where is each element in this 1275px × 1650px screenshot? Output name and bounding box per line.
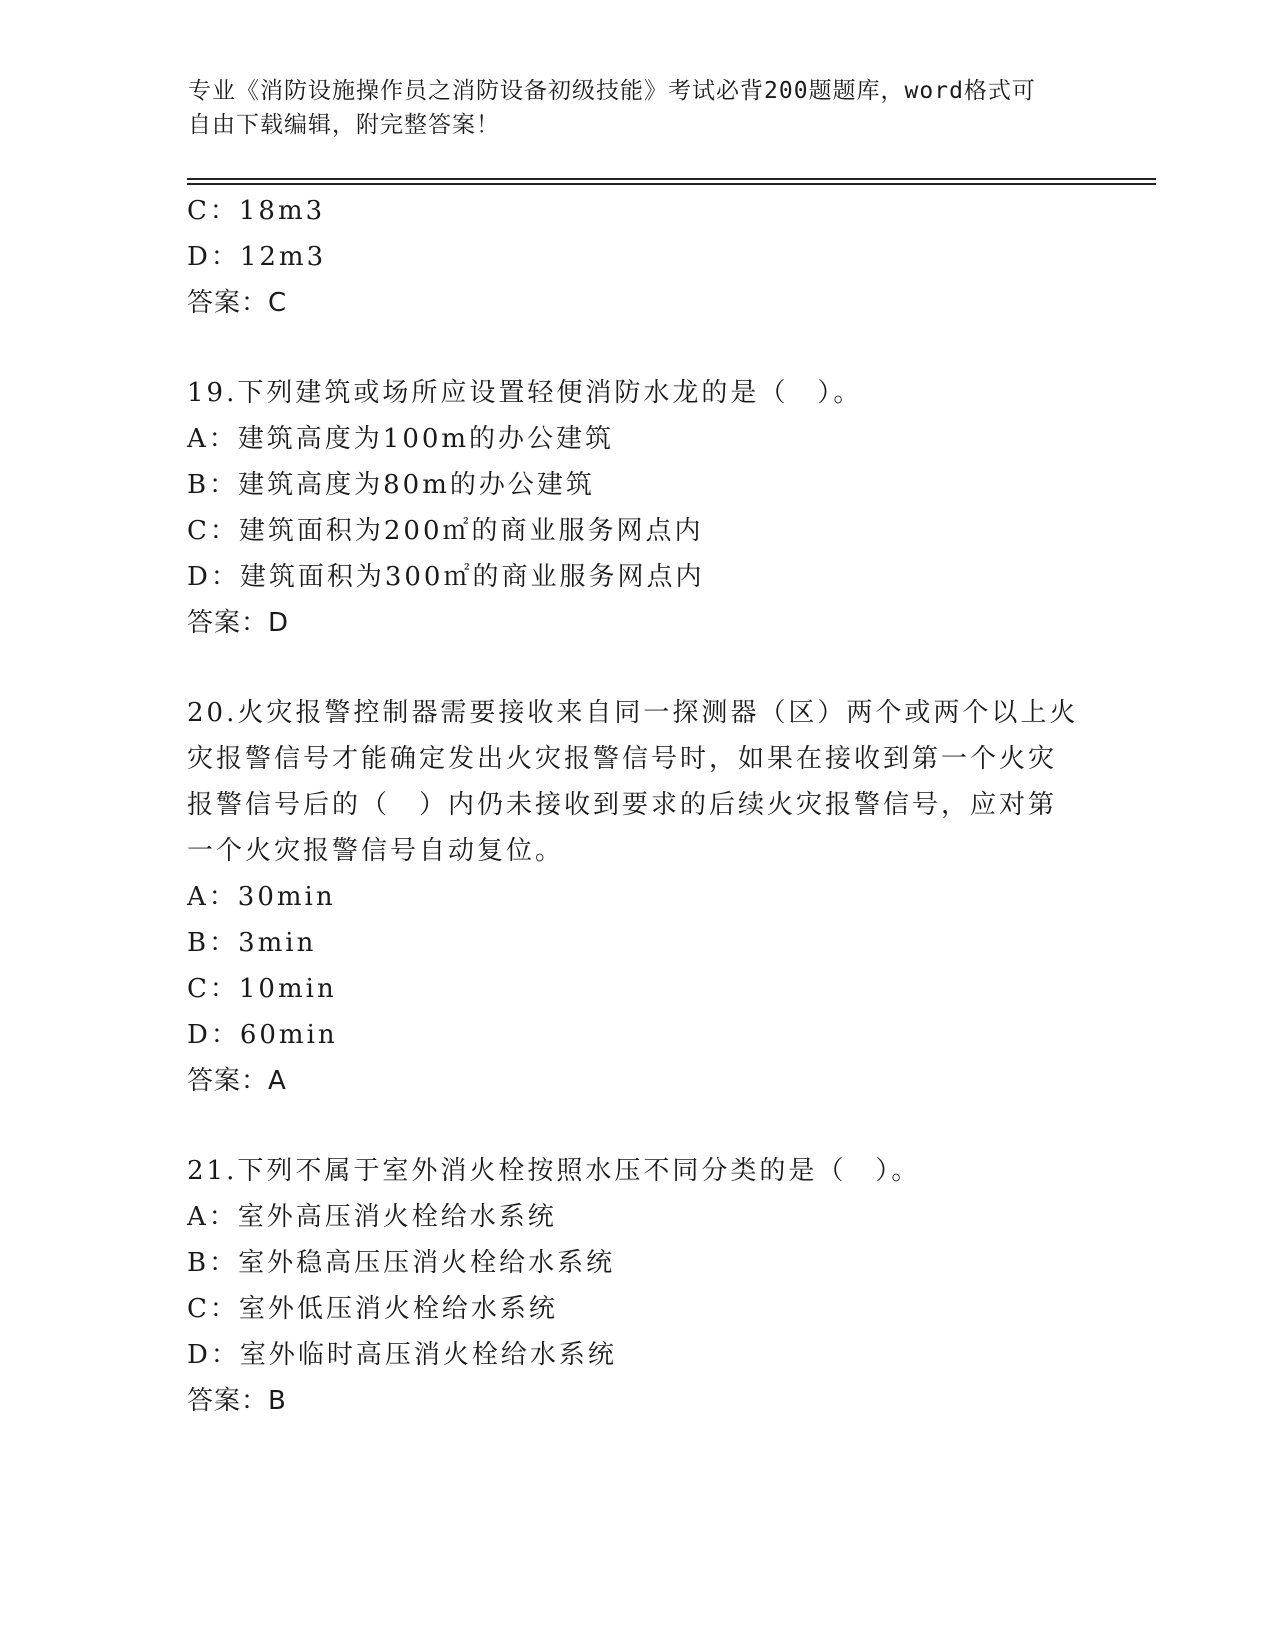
document-body [187, 188, 1087, 1468]
question-stem-line-4: 一个火灾报警信号自动复位。 [187, 836, 565, 866]
option-a: A：室外高压消火栓给水系统 [187, 1202, 557, 1232]
option-c: C：建筑面积为200㎡的商业服务网点内 [187, 516, 704, 546]
header-divider-bottom [187, 183, 1156, 185]
answer-line: 答案：A [187, 1066, 287, 1096]
answer-line: 答案：C [187, 288, 288, 318]
option-d: D：12m3 [187, 242, 327, 272]
option-d: D：建筑面积为300㎡的商业服务网点内 [187, 562, 705, 592]
option-c: C：10min [187, 974, 337, 1004]
question-21 [187, 1148, 1087, 1424]
option-c: C：18m3 [187, 196, 326, 226]
question-stem: 21.下列不属于室外消火栓按照水压不同分类的是（ ）。 [187, 1156, 921, 1186]
question-stem: 19.下列建筑或场所应设置轻便消防水龙的是（ ）。 [187, 378, 863, 408]
question-20 [187, 690, 1087, 1104]
option-b: B：3min [187, 928, 317, 958]
option-d: D：室外临时高压消火栓给水系统 [187, 1340, 617, 1370]
option-b: B：室外稳高压压消火栓给水系统 [187, 1248, 616, 1278]
option-a: A：30min [187, 882, 336, 912]
question-stem-line-3: 报警信号后的（ ）内仍未接收到要求的后续火灾报警信号，应对第 [187, 790, 1058, 820]
question-stem-line-2: 灾报警信号才能确定发出火灾报警信号时，如果在接收到第一个火灾 [187, 744, 1058, 774]
question-18-tail [187, 188, 1087, 326]
header-line-1: 专业《消防设施操作员之消防设备初级技能》考试必背200题题库，word格式可 [188, 78, 1036, 104]
option-c: C：室外低压消火栓给水系统 [187, 1294, 558, 1324]
header-divider-top [187, 178, 1156, 180]
answer-line: 答案：D [187, 608, 290, 638]
document-header [188, 74, 1088, 142]
question-19 [187, 370, 1087, 646]
answer-line: 答案：B [187, 1386, 287, 1416]
option-b: B：建筑高度为80m的办公建筑 [187, 470, 595, 500]
option-d: D：60min [187, 1020, 338, 1050]
header-line-2: 自由下载编辑，附完整答案！ [188, 112, 500, 138]
option-a: A：建筑高度为100m的办公建筑 [187, 424, 615, 454]
question-stem-line-1: 20.火灾报警控制器需要接收来自同一探测器（区）两个或两个以上火 [187, 698, 1079, 728]
